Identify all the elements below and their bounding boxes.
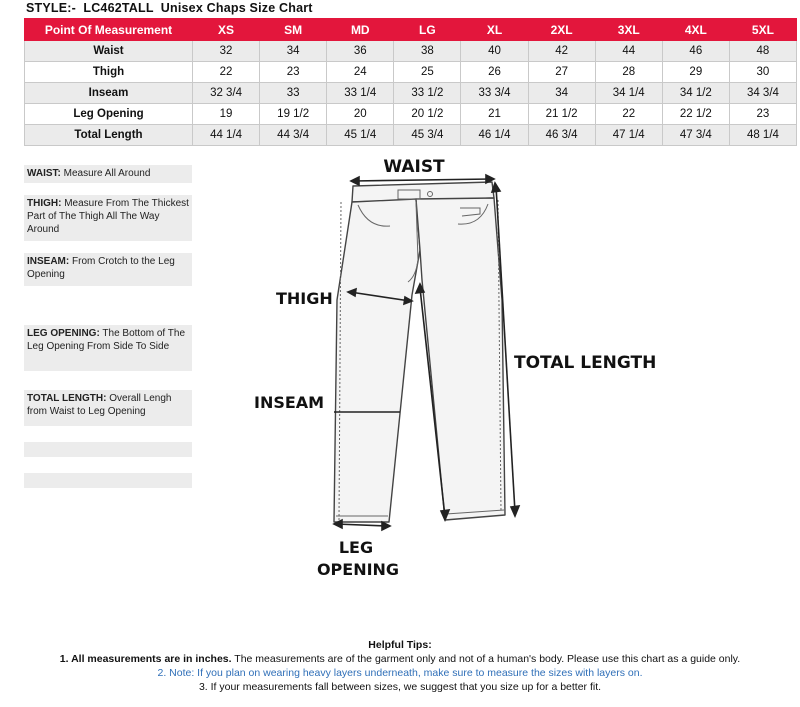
table-cell: 33 3/4 (461, 83, 528, 104)
table-cell: 33 1/2 (394, 83, 461, 104)
table-cell: 42 (528, 41, 595, 62)
table-cell: 26 (461, 62, 528, 83)
label-total-length: TOTAL LENGTH (514, 353, 657, 373)
label-inseam: INSEAM (254, 393, 325, 412)
table-cell: 34 1/2 (662, 83, 729, 104)
header-size: XS (193, 19, 260, 41)
style-title: STYLE:- LC462TALL Unisex Chaps Size Chart (26, 1, 313, 15)
table-cell: 28 (595, 62, 662, 83)
table-cell: 24 (327, 62, 394, 83)
table-cell: 30 (729, 62, 796, 83)
tip-2: 2. Note: If you plan on wearing heavy layers underneath, make sure to measure the sizes with layers on. (157, 667, 643, 679)
table-cell: 34 3/4 (729, 83, 796, 104)
definition-total-length (24, 390, 192, 426)
header-size: 2XL (528, 19, 595, 41)
left-leg (334, 199, 420, 522)
leg-opening-arrow (336, 524, 388, 526)
header-size: XL (461, 19, 528, 41)
row-label: Inseam (25, 83, 193, 104)
definition-term: WAIST: (27, 168, 61, 179)
table-row (25, 104, 797, 125)
table-row (25, 62, 797, 83)
table-cell: 33 1/4 (327, 83, 394, 104)
table-cell: 38 (394, 41, 461, 62)
tip-3: 3. If your measurements fall between sizes, we suggest that you size up for a better fit. (198, 681, 602, 693)
table-cell: 34 (528, 83, 595, 104)
table-cell: 33 (260, 83, 327, 104)
definition-waist (24, 165, 192, 183)
tip-1-text: The measurements are of the garment only and not of a human's body. Please use this chart as a guide only. (231, 653, 741, 665)
table-cell: 40 (461, 41, 528, 62)
table-cell: 44 3/4 (260, 125, 327, 146)
table-cell: 46 1/4 (461, 125, 528, 146)
pants-illustration (334, 182, 505, 522)
table-cell: 46 3/4 (528, 125, 595, 146)
arrowhead-icon (351, 177, 359, 185)
tips-title: Helpful Tips: (368, 639, 432, 651)
table-cell: 23 (729, 104, 796, 125)
definition-term: TOTAL LENGTH: (27, 393, 107, 404)
definition-text: Measure From The Thickest Part of The Thigh All The Way Around (27, 198, 189, 235)
waist-arrow (353, 179, 492, 181)
definition-text: Measure All Around (60, 168, 151, 179)
row-label: Leg Opening (25, 104, 193, 125)
header-size: 4XL (662, 19, 729, 41)
table-cell: 45 1/4 (327, 125, 394, 146)
table-cell: 32 (193, 41, 260, 62)
table-cell: 34 (260, 41, 327, 62)
definition-term: LEG OPENING: (27, 328, 100, 339)
pants-measurement-diagram (240, 150, 680, 590)
header-size: 3XL (595, 19, 662, 41)
table-cell: 22 (595, 104, 662, 125)
label-opening: OPENING (316, 560, 400, 579)
header-size: SM (260, 19, 327, 41)
row-label: Waist (25, 41, 193, 62)
table-cell: 47 1/4 (595, 125, 662, 146)
table-row (25, 41, 797, 62)
header-size: MD (327, 19, 394, 41)
helpful-tips (0, 638, 800, 694)
table-cell: 29 (662, 62, 729, 83)
table-cell: 45 3/4 (394, 125, 461, 146)
definition-text: The Bottom of The Leg Opening From Side To Side (27, 328, 186, 352)
header-size: 5XL (729, 19, 796, 41)
header-point-of-measurement: Point Of Measurement (25, 19, 193, 41)
row-label: Thigh (25, 62, 193, 83)
definition-text: Overall Lengh from Waist to Leg Opening (27, 393, 172, 417)
arrowhead-icon (511, 506, 519, 516)
table-cell: 36 (327, 41, 394, 62)
table-cell: 23 (260, 62, 327, 83)
definition-inseam (24, 253, 192, 286)
table-cell: 48 (729, 41, 796, 62)
table-cell: 21 (461, 104, 528, 125)
table-cell: 34 1/4 (595, 83, 662, 104)
right-leg (416, 198, 505, 520)
definition-leg-opening (24, 325, 192, 371)
definition-text: From Crotch to the Leg Opening (27, 256, 175, 280)
arrowhead-icon (486, 175, 494, 183)
table-cell: 19 (193, 104, 260, 125)
arrowhead-icon (382, 522, 390, 530)
row-label: Total Length (25, 125, 193, 146)
tip-1-bold: 1. All measurements are in inches. (59, 653, 232, 665)
arrowhead-icon (492, 183, 500, 192)
blank-row (24, 442, 192, 457)
blank-row (24, 473, 192, 488)
table-cell: 22 1/2 (662, 104, 729, 125)
table-row (25, 83, 797, 104)
table-cell: 22 (193, 62, 260, 83)
table-cell: 48 1/4 (729, 125, 796, 146)
table-cell: 19 1/2 (260, 104, 327, 125)
table-cell: 20 (327, 104, 394, 125)
table-row (25, 125, 797, 146)
definition-term: THIGH: (27, 198, 62, 209)
table-cell: 32 3/4 (193, 83, 260, 104)
table-cell: 25 (394, 62, 461, 83)
label-waist: WAIST (383, 157, 445, 177)
table-cell: 46 (662, 41, 729, 62)
table-cell: 27 (528, 62, 595, 83)
table-cell: 20 1/2 (394, 104, 461, 125)
table-header-row (25, 19, 797, 41)
header-size: LG (394, 19, 461, 41)
label-thigh: THIGH (276, 289, 333, 308)
table-cell: 44 1/4 (193, 125, 260, 146)
label-leg: LEG (338, 538, 374, 557)
table-cell: 47 3/4 (662, 125, 729, 146)
table-cell: 44 (595, 41, 662, 62)
tip-1 (0, 652, 800, 666)
table-cell: 21 1/2 (528, 104, 595, 125)
size-chart-table (24, 18, 797, 146)
definition-thigh (24, 195, 192, 241)
definition-term: INSEAM: (27, 256, 70, 267)
